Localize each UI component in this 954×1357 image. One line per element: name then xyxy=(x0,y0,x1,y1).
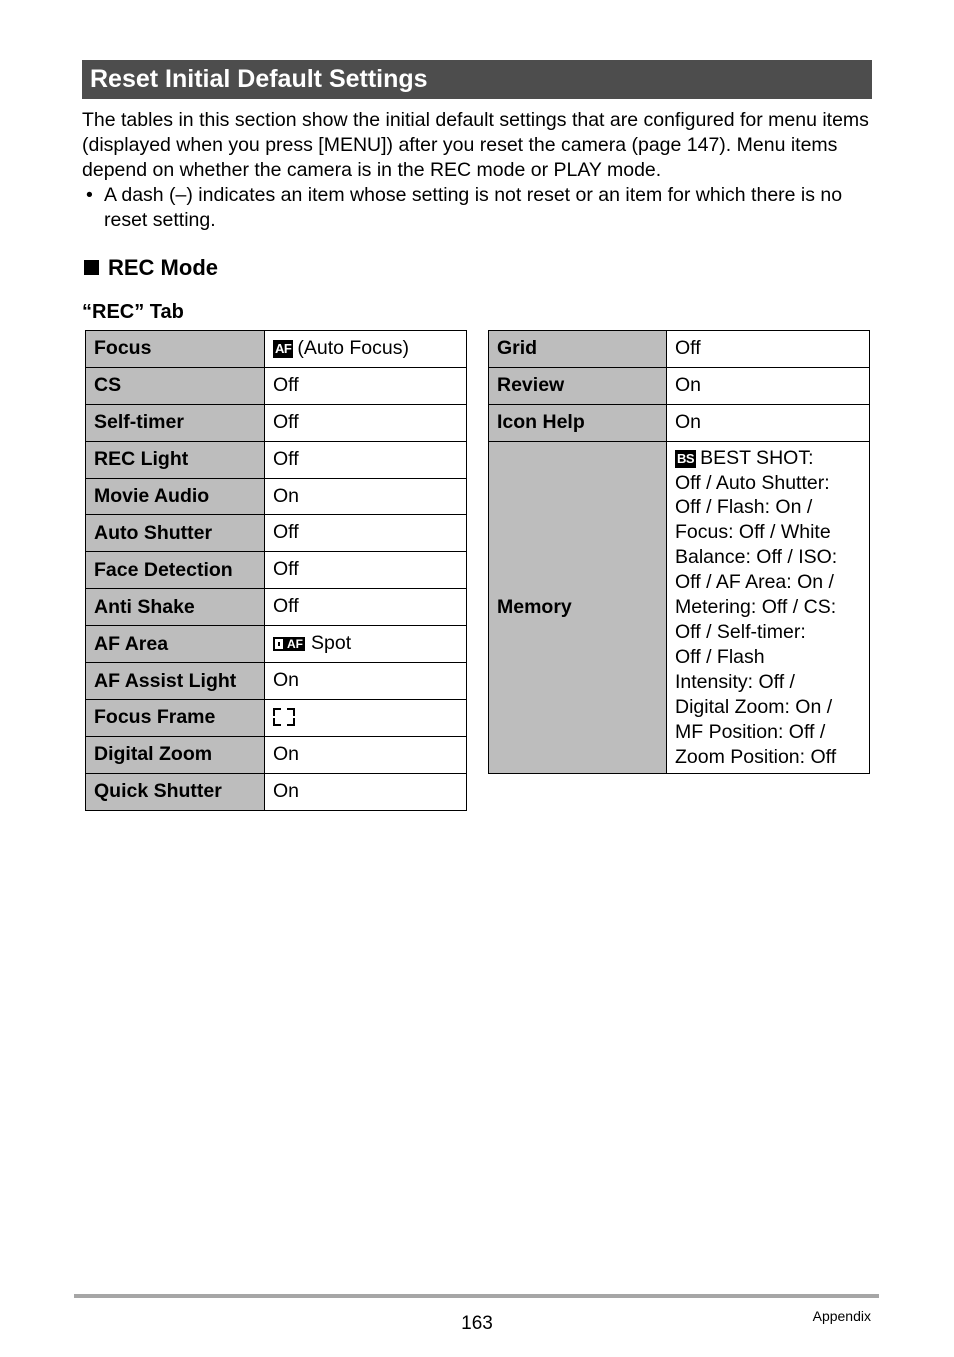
setting-value: On xyxy=(265,478,467,515)
spot-af-icon: AF xyxy=(273,635,305,653)
table-row xyxy=(86,552,467,589)
setting-label: Self-timer xyxy=(86,404,265,441)
memory-line: Focus: Off / White xyxy=(675,521,831,544)
table-row xyxy=(86,736,467,773)
setting-value: Off xyxy=(265,367,467,404)
tab-heading: “REC” Tab xyxy=(82,301,184,323)
setting-label: AF Area xyxy=(86,626,265,663)
setting-value xyxy=(667,441,870,774)
setting-value: Off xyxy=(265,515,467,552)
table-row xyxy=(489,367,870,404)
memory-line: Off / AF Area: On / xyxy=(675,571,834,594)
table-row xyxy=(86,367,467,404)
memory-line: Off / Self-timer: xyxy=(675,621,806,644)
table-row xyxy=(86,404,467,441)
setting-value: Off xyxy=(265,441,467,478)
af-icon: AF xyxy=(275,341,292,356)
intro-text xyxy=(82,108,882,233)
setting-value: Off xyxy=(667,331,870,368)
table-row xyxy=(86,441,467,478)
setting-value xyxy=(265,699,467,736)
memory-line: Digital Zoom: On / xyxy=(675,695,833,718)
table-row xyxy=(86,626,467,663)
setting-label: Anti Shake xyxy=(86,589,265,626)
table-row xyxy=(86,331,467,368)
setting-value: On xyxy=(265,663,467,700)
memory-line: Off / Auto Shutter: xyxy=(675,471,830,494)
footer-divider xyxy=(74,1294,879,1298)
setting-value: On xyxy=(265,736,467,773)
setting-label: AF Assist Light xyxy=(86,663,265,700)
table-row xyxy=(86,589,467,626)
bullet-text: A dash (–) indicates an item whose setting is not reset or an item for which there is no reset setting. xyxy=(104,184,843,231)
setting-value: Off xyxy=(265,552,467,589)
setting-label: Memory xyxy=(489,441,667,774)
table-row xyxy=(489,441,870,774)
square-bullet-icon xyxy=(84,260,99,275)
table-row xyxy=(489,404,870,441)
memory-line: Off / Flash xyxy=(675,645,765,668)
section-label: Appendix xyxy=(812,1308,871,1324)
best-shot-icon: BS xyxy=(677,450,695,466)
intro-paragraph: The tables in this section show the initial default settings that are configured for menu items (displayed when you press [MENU]) after you reset the camera (page 147). Menu items depend on whether the camera is in the REC mode or PLAY mode. xyxy=(82,109,869,181)
setting-value: On xyxy=(667,404,870,441)
setting-label: Grid xyxy=(489,331,667,368)
table-row xyxy=(86,515,467,552)
setting-label: Review xyxy=(489,367,667,404)
memory-line: Balance: Off / ISO: xyxy=(675,546,838,569)
table-row xyxy=(86,478,467,515)
memory-line: MF Position: Off / xyxy=(675,720,826,743)
page-number: 163 xyxy=(461,1313,493,1334)
memory-line: Zoom Position: Off xyxy=(675,745,837,768)
setting-label: Face Detection xyxy=(86,552,265,589)
section-heading xyxy=(84,254,218,282)
setting-label: Digital Zoom xyxy=(86,736,265,773)
rec-tab-settings-table-2 xyxy=(488,330,870,774)
memory-line: Intensity: Off / xyxy=(675,670,795,693)
focus-frame-icon xyxy=(273,708,295,726)
memory-line: Metering: Off / CS: xyxy=(675,596,837,619)
table-row xyxy=(86,773,467,810)
setting-value: Off xyxy=(265,589,467,626)
table-row xyxy=(86,663,467,700)
setting-value: AF (Auto Focus) xyxy=(265,331,467,368)
intro-bullet xyxy=(82,183,882,233)
setting-label: CS xyxy=(86,367,265,404)
setting-value: On xyxy=(265,773,467,810)
rec-tab-settings-table xyxy=(85,330,467,811)
setting-label: Focus Frame xyxy=(86,699,265,736)
page-title: Reset Initial Default Settings xyxy=(82,60,872,99)
setting-label: Focus xyxy=(86,331,265,368)
setting-label: Auto Shutter xyxy=(86,515,265,552)
memory-line: BS BEST SHOT: xyxy=(677,446,814,469)
setting-label: Movie Audio xyxy=(86,478,265,515)
setting-value: On xyxy=(667,367,870,404)
setting-label: REC Light xyxy=(86,441,265,478)
section-heading-text: REC Mode xyxy=(108,255,218,280)
setting-label: Icon Help xyxy=(489,404,667,441)
setting-value: AF Spot xyxy=(265,626,467,663)
setting-label: Quick Shutter xyxy=(86,773,265,810)
setting-value: Off xyxy=(265,404,467,441)
bullet-mark: • xyxy=(86,184,93,206)
table-row xyxy=(489,331,870,368)
memory-line: Off / Flash: On / xyxy=(675,496,813,519)
table-row xyxy=(86,699,467,736)
